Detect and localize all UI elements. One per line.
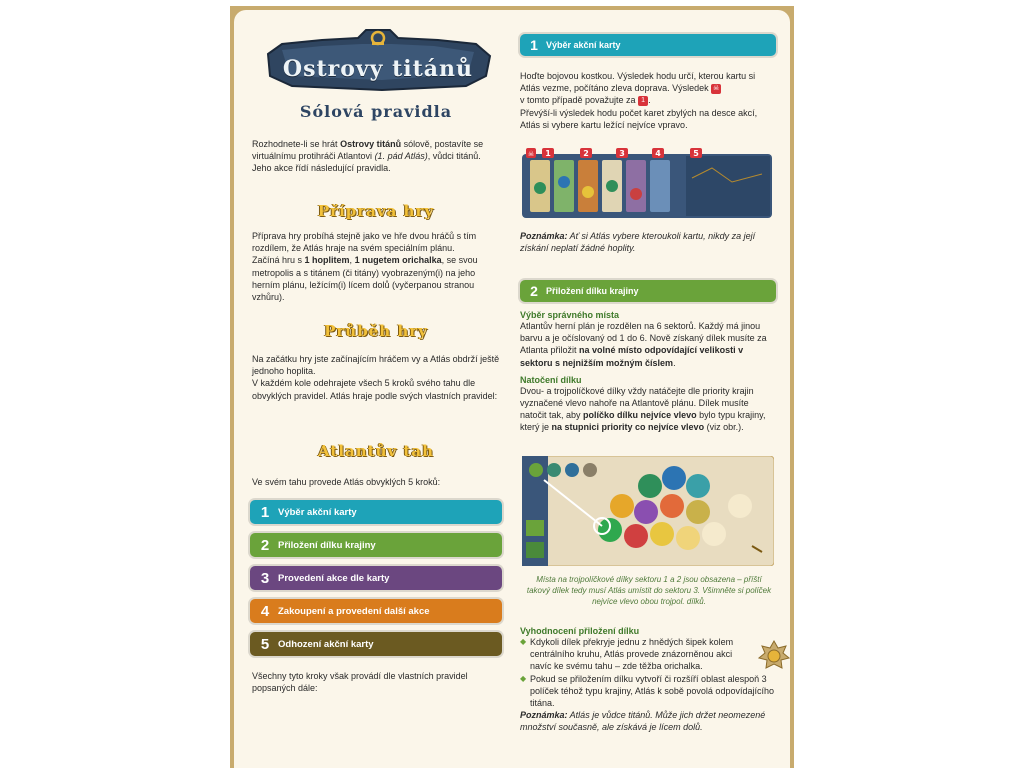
action-board-svg — [522, 148, 772, 220]
turn-closing: Všechny tyto kroky však provádí dle vlastních pravidel popsaných dále: — [252, 671, 468, 694]
step-4-bar — [250, 599, 502, 623]
page-subtitle: Sólová pravidla — [299, 102, 453, 121]
prep-paragraph-2: Začíná hru s 1 hoplitem, 1 nugetem orichalka, se svou metropolis a s titánem (či titány) vyobrazeným(i) na jeho herním plánu, ležícím(i) lícem dolů (vyčerpanou stranou vzhůru). — [252, 255, 478, 303]
step-3-bar — [250, 566, 502, 590]
turn-steps — [250, 500, 502, 665]
step-label: Výběr akční karty — [278, 506, 357, 518]
evaluation-note: Poznámka: Atlás je vůdce titánů. Může jich držet neomezené množství současně, ale získává je lícem dolů. — [520, 710, 766, 733]
step-number: 1 — [260, 503, 270, 521]
step-label: Zakoupení a provedení další akce — [278, 605, 430, 617]
board-label-4: 4 — [655, 149, 661, 158]
die-result-badge: 1 — [638, 96, 648, 106]
course-paragraph-1: Na začátku hry jste začínajícím hráčem vy a Atlás obdrží ještě jednoho hoplita. — [252, 354, 500, 377]
step-label: Odhození akční karty — [278, 638, 374, 650]
step-label: Výběr akční karty — [546, 40, 621, 50]
step-1-bar — [250, 500, 502, 524]
step1-paragraph-2: Převýší-li výsledek hodu počet karet zbylých na desce akcí, Atlás si vybere kartu ležící nejvíce vpravo. — [520, 107, 758, 130]
turn-intro: Ve svém tahu provede Atlás obvyklých 5 kroků: — [252, 477, 441, 487]
titan-emblem-icon — [758, 640, 790, 672]
step-number: 2 — [530, 283, 538, 299]
step1-paragraph-1: Hoďte bojovou kostkou. Výsledek hodu určí, kterou kartu si Atlás vezme, počítáno zleva doprava. Výsledek ☠ v tomto případě považujte za 1 . — [520, 71, 756, 106]
step-number: 5 — [260, 635, 270, 653]
board-label-3: 3 — [619, 149, 625, 158]
card-slot-5 — [626, 160, 646, 212]
right-step-2-bar — [520, 280, 776, 302]
step-5-bar — [250, 632, 502, 656]
illustration-caption: Místa na trojpolíčkové dílky sektoru 1 a 2 jsou obsazena – příští takový dílek tedy musí Atlás umístit do sektoru 3. Všimněte si políček nejvíce vlevo obou trojpol. dílků. — [526, 575, 772, 606]
step2-body — [520, 310, 776, 434]
subheading-evaluation: Vyhodnocení přiložení dílku — [520, 626, 640, 636]
evaluation-bullet-2: ◆ Pokud se přiložením dílku vytvoří či rozšíří oblast alespoň 3 políček téhož typu krajiny, Atlás k sobě povolá odpovídajícího titána. — [520, 673, 776, 710]
course-section — [252, 353, 500, 402]
card-slot-6 — [650, 160, 670, 212]
prep-paragraph-1: Příprava hry probíhá stejně jako ve hře dvou hráčů s tím rozdílem, že Atlás hraje na svém speciálním plánu. — [252, 231, 477, 254]
rotation-paragraph: Dvou- a trojpolíčkové dílky vždy natáčejte dle priority krajin vyznačené vlevo nahoře na Atlantově plánu. Dílek musíte natočit tak, aby políčko dílku nejvíce vlevo bylo typu krajiny, který je na stupnici priority co nejvíce vlevo (viz obr.). — [520, 385, 766, 433]
atlas-board-illustration — [522, 456, 774, 566]
subheading-rotation: Natočení dílku — [520, 374, 582, 385]
rulebook-page — [230, 6, 794, 768]
game-logo — [262, 26, 494, 94]
atlas-board-svg — [522, 456, 774, 566]
prep-heading: Příprava hry — [317, 202, 435, 220]
evaluation-section — [520, 626, 776, 734]
action-board-illustration — [522, 148, 772, 220]
step-label: Provedení akce dle karty — [278, 572, 390, 584]
board-label-1: 1 — [545, 149, 551, 158]
turn-heading: Atlantův tah — [318, 442, 434, 460]
subheading-placement: Výběr správného místa — [520, 310, 620, 320]
svg-text:☠: ☠ — [527, 150, 535, 158]
step1-note: Poznámka: Ať si Atlás vybere kteroukoli kartu, nikdy za její získání neplatí žádné hoplity. — [520, 231, 756, 254]
step-2-bar — [250, 533, 502, 557]
step-number: 2 — [260, 536, 270, 554]
step1-body — [520, 70, 776, 131]
step-label: Přiložení dílku krajiny — [546, 286, 639, 296]
right-step-1-bar — [520, 34, 776, 56]
game-title: Ostrovy titánů — [282, 56, 474, 82]
page-sheet — [234, 10, 790, 768]
course-heading: Průběh hry — [324, 322, 428, 340]
evaluation-bullet-1: ◆ Kdykoli dílek překryje jednu z hnědých šipek kolem centrálního kruhu, Atlás provede znázorněnou akci navíc ke svému tahu – zde těžba orichalka. — [520, 636, 752, 673]
step-number: 3 — [260, 569, 270, 587]
prep-section — [252, 230, 500, 303]
board-label-5: 5 — [693, 149, 699, 158]
skull-die-icon: ☠ — [712, 84, 720, 92]
step-label: Přiložení dílku krajiny — [278, 539, 376, 551]
course-paragraph-2: V každém kole odehrajete všech 5 kroků svého tahu dle obvyklých pravidel. Atlás hraje podle svých vlastních pravidel: — [252, 378, 498, 401]
placement-paragraph: Atlantův herní plán je rozdělen na 6 sektorů. Každý má jinou barvu a je očíslovaný od 1 do 6. Nově získaný dílek musíte za Atlanta přiložit na volné místo odpovídající velikosti v sektoru s nejnižším možným číslem. — [520, 321, 767, 368]
step-number: 4 — [260, 602, 270, 620]
intro-paragraph: Rozhodnete-li se hrát Ostrovy titánů sólově, postavíte se virtuálnímu protihráči Atlantovi (1. pád Atlás), vůdci titánů. Jeho akce řídí následující pravidla. — [252, 139, 484, 174]
board-label-2: 2 — [583, 149, 589, 158]
step-number: 1 — [530, 37, 538, 53]
